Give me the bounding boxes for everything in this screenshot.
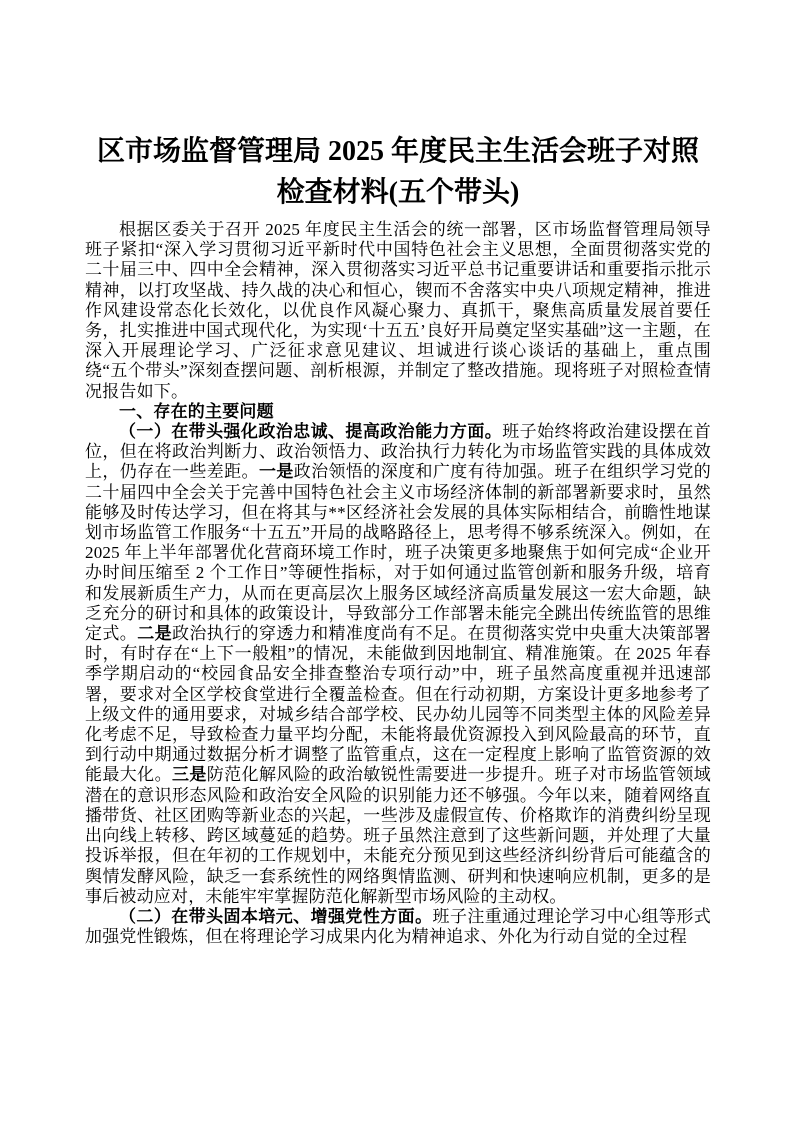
emphasis-run: 一是: [258, 462, 294, 482]
emphasis-run: 一、存在的主要问题: [119, 401, 274, 421]
text-run: 政治领悟的深度和广度有待加强。班子在组织学习党的二十届四中全会关于完善中国特色社会主义市场经济体制的新部署新要求时，虽然能够及时传达学习，但在将其与**区经济社会发展的具体实际相结合，前瞻性地谋划市场监管工作服务“十五五”开局的战略路径上，思考得不够系统深入。例如，在 2025 年上半年部署优化营商环境工作时，班子决策更多地聚焦于如何完成“企业开办时间压缩至 2 个工作日”等硬性指标，对于如何通过监管创新和服务升级，培育和发展新质生产力，从而在更高层次上服务区域经济高质量发展这一宏大命题，缺乏充分的研讨和具体的政策设计，导致部分工作部署未能完全跳出传统监管的思维定式。: [85, 462, 711, 644]
emphasis-run: 二是: [137, 624, 172, 644]
document-body: [85, 220, 711, 947]
paragraph: [85, 220, 711, 402]
text-run: 政治执行的穿透力和精准度尚有不足。在贯彻落实党中央重大决策部署时，有时存在“上下一般粗”的情况，未能做到因地制宜、精准施策。在 2025 年春季学期启动的“校园食品安全排查整治专项行动”中，班子虽然高度重视并迅速部署，要求对全区学校食堂进行全覆盖检查。但在行动初期，方案设计更多地参考了上级文件的通用要求，对城乡结合部学校、民办幼儿园等不同类型主体的风险差异化考虑不足，导致检查力量平均分配，未能将最优资源投入到风险最高的环节，直到行动中期通过数据分析才调整了监管重点，这在一定程度上影响了监管资源的效能最大化。: [85, 624, 711, 785]
text-run: 防范化解风险的政治敏锐性需要进一步提升。班子对市场监管领域潜在的意识形态风险和政治安全风险的识别能力还不够强。今年以来，随着网络直播带货、社区团购等新业态的兴起，一些涉及虚假宣传、价格欺诈的消费纠纷呈现出向线上转移、跨区域蔓延的趋势。班子虽然注意到了这些新问题，并处理了大量投诉举报，但在年初的工作规划中，未能充分预见到这些经济纠纷背后可能蕴含的舆情发酵风险，缺乏一套系统性的网络舆情监测、研判和快速响应机制，更多的是事后被动应对，未能牢牢掌握防范化解新型市场风险的主动权。: [85, 765, 711, 906]
emphasis-run: （一）在带头强化政治忠诚、提高政治能力方面。: [119, 422, 503, 442]
text-run: 班子注重通过理论学习中心组等形式加强党性锻炼，但在将理论学习成果内化为精神追求、外化为行动自觉的全过程: [85, 906, 711, 947]
emphasis-run: （二）在带头固本培元、增强党性方面。: [119, 906, 433, 926]
paragraph: [85, 907, 711, 947]
document-title: 区市场监督管理局 2025 年度民主生活会班子对照检查材料(五个带头): [96, 136, 699, 208]
section-heading: [85, 402, 711, 422]
emphasis-run: 三是: [171, 765, 207, 785]
text-run: 根据区委关于召开 2025 年度民主生活会的统一部署，区市场监督管理局领导班子紧扣“深入学习贯彻习近平新时代中国特色社会主义思想，全面贯彻落实党的二十届三中、四中全会精神，深入贯彻落实习近平总书记重要讲话和重要指示批示精神，以打攻坚战、持久战的决心和恒心，锲而不舍落实中央八项规定精神，推进作风建设常态化长效化，以优良作风凝心聚力、真抓干，聚焦高质量发展首要任务，扎实推进中国式现代化，为实现‘十五五’良好开局奠定坚实基础”这一主题，在深入开展理论学习、广泛征求意见建议、坦诚进行谈心谈话的基础上，重点围绕“五个带头”深刻查摆问题、剖析根源，并制定了整改措施。现将班子对照检查情况报告如下。: [85, 220, 711, 401]
text-run: 班子始终将政治建设摆在首位，但在将政治判断力、政治领悟力、政治执行力转化为市场监管实践的具体成效上，仍存在一些差距。: [85, 422, 711, 482]
paragraph: [85, 422, 711, 907]
